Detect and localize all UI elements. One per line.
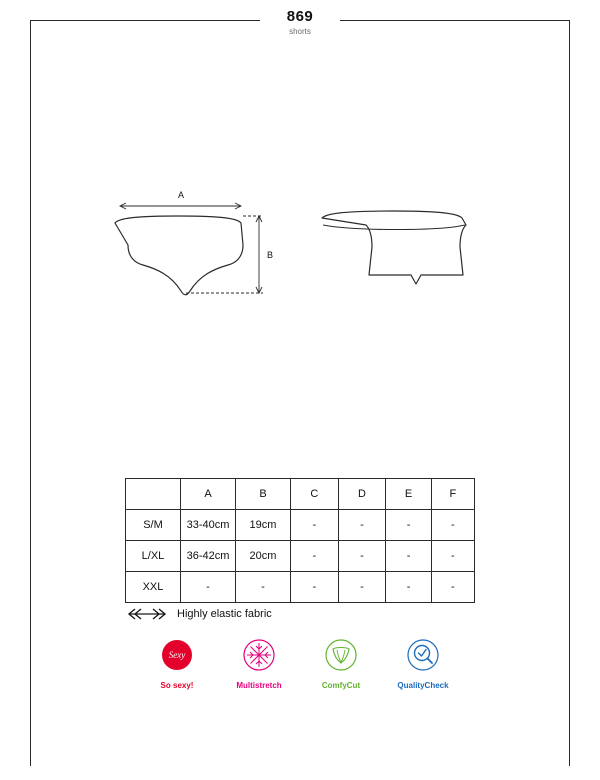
table-row: [126, 572, 475, 603]
elastic-fabric-note: [125, 608, 475, 620]
table-header-row: [126, 479, 475, 510]
row-size-label: S/M: [126, 510, 181, 541]
row-value-b: 19cm: [236, 510, 291, 541]
back-view-drawing: [322, 211, 466, 284]
front-view-drawing: [115, 216, 243, 295]
row-value-c: -: [291, 541, 339, 572]
multistretch-icon: [238, 634, 280, 676]
row-value-f: -: [431, 572, 474, 603]
feature-comfycut-caption: ComfyCut: [321, 681, 361, 690]
row-value-e: -: [386, 541, 431, 572]
row-value-f: -: [431, 510, 474, 541]
garment-drawings: [0, 185, 600, 315]
sexy-badge-icon: [156, 634, 198, 676]
feature-sexy: [138, 634, 216, 691]
row-size-label: L/XL: [126, 541, 181, 572]
dimension-a: [120, 203, 241, 209]
dimension-a-label: A: [177, 190, 185, 200]
row-value-e: -: [386, 510, 431, 541]
row-value-a: 36-42cm: [181, 541, 236, 572]
table-col-b: B: [236, 479, 291, 510]
row-value-c: -: [291, 510, 339, 541]
feature-sexy-caption: So sexy!: [160, 681, 194, 690]
table-row: [126, 510, 475, 541]
product-illustrations: [0, 185, 600, 315]
row-size-label: XXL: [126, 572, 181, 603]
title-block: [0, 8, 600, 38]
magnifier-check-icon: [402, 634, 444, 676]
page-header: [0, 0, 600, 46]
feature-multistretch-caption: Multistretch: [236, 681, 282, 690]
table-row: [126, 541, 475, 572]
page-title: 869: [286, 8, 314, 25]
elastic-fabric-label: Highly elastic fabric: [177, 608, 272, 620]
page-subtitle: shorts: [289, 27, 311, 36]
front-panty-outline: [115, 216, 243, 295]
feature-icons-row: [0, 634, 600, 691]
feature-qualitycheck: [384, 634, 462, 691]
row-value-e: -: [386, 572, 431, 603]
table-col-e: E: [386, 479, 431, 510]
row-value-f: -: [431, 541, 474, 572]
feature-qualitycheck-caption: QualityCheck: [397, 681, 449, 690]
row-value-a: -: [181, 572, 236, 603]
feature-multistretch: [220, 634, 298, 691]
table-col-f: F: [431, 479, 474, 510]
double-arrow-icon: [125, 608, 169, 620]
table-col-a: A: [181, 479, 236, 510]
row-value-d: -: [338, 572, 386, 603]
table-col-d: D: [338, 479, 386, 510]
row-value-d: -: [338, 510, 386, 541]
table-col-c: C: [291, 479, 339, 510]
dimension-b-label: B: [267, 250, 274, 260]
row-value-c: -: [291, 572, 339, 603]
size-table: [125, 478, 475, 603]
row-value-d: -: [338, 541, 386, 572]
row-value-b: -: [236, 572, 291, 603]
table-corner-cell: [126, 479, 181, 510]
sexy-badge-text: Sexy: [168, 650, 186, 660]
back-short-outline: [322, 211, 466, 284]
row-value-a: 33-40cm: [181, 510, 236, 541]
row-value-b: 20cm: [236, 541, 291, 572]
comfycut-icon: [320, 634, 362, 676]
feature-comfycut: [302, 634, 380, 691]
size-table-container: [125, 478, 475, 603]
